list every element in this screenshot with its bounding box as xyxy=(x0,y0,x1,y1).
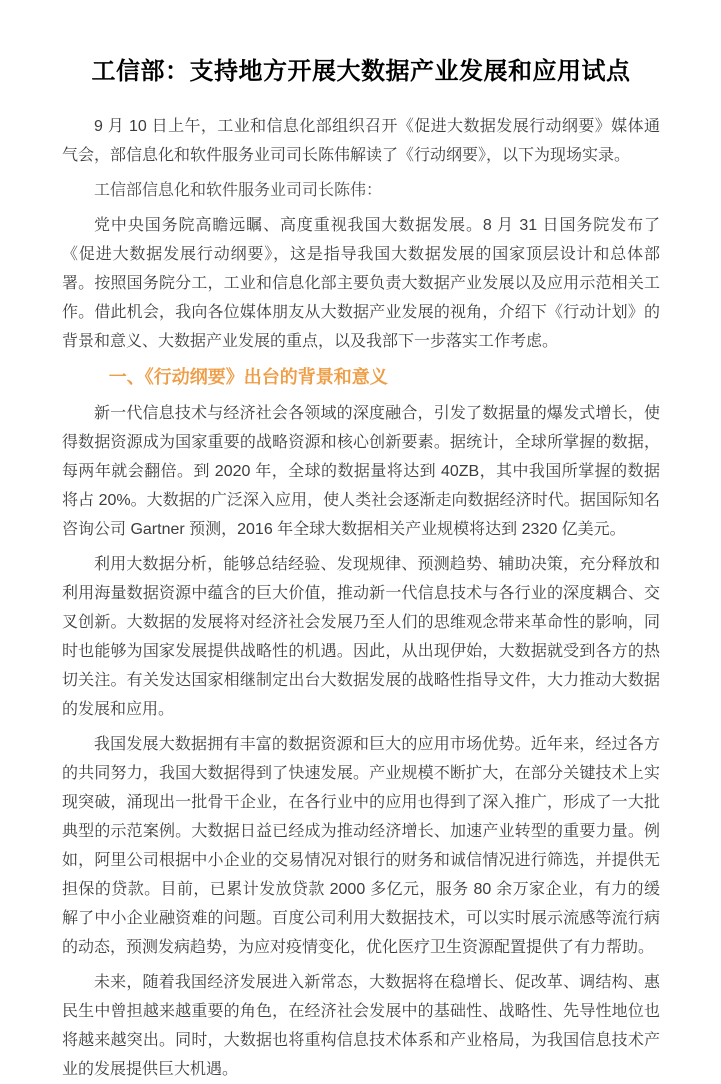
paragraph-lede: 9 月 10 日上午，工业和信息化部组织召开《促进大数据发展行动纲要》媒体通气会，部信息化和软件服务业司司长陈伟解读了《行动纲要》，以下为现场实录。 xyxy=(62,118,660,164)
speaker-label: 工信部信息化和软件服务业司司长陈伟： xyxy=(94,182,383,199)
paragraph-data-growth: 新一代信息技术与经济社会各领域的深度融合，引发了数据量的爆发式增长，使得数据资源成为国家重要的战略资源和核心创新要素。据统计，全球所掌握的数据，每两年就会翻倍。到 2020 年，全球的数据量将达到 40ZB，其中我国所掌握的数据将占 20%。大数据的广泛深入应用，使人类社会逐渐走向数据经济时代。据国际知名咨询公司 Gartner 预测，2016 年全球大数据相关产业规模将达到 2320 亿美元。 xyxy=(62,405,660,538)
paragraph-analysis-value: 利用大数据分析，能够总结经验、发现规律、预测趋势、辅助决策，充分释放和利用海量数据资源中蕴含的巨大价值，推动新一代信息技术与各行业的深度耦合、交叉创新。大数据的发展将对经济社会发展乃至人们的思维观念带来革命性的影响，同时也能够为国家发展提供战略性的机遇。因此，从出现伊始，大数据就受到各方的热切关注。有关发达国家相继制定出台大数据发展的战略性指导文件，大力推动大数据的发展和应用。 xyxy=(62,556,660,718)
paragraph-future-outlook: 未来，随着我国经济发展进入新常态，大数据将在稳增长、促改革、调结构、惠民生中曾担越来越重要的角色，在经济社会发展中的基础性、战略性、先导性地位也将越来越突出。同时，大数据也将重构信息技术体系和产业格局，为我国信息技术产业的发展提供巨大机遇。 xyxy=(62,974,660,1078)
paragraph-overview: 党中央国务院高瞻远瞩、高度重视我国大数据发展。8 月 31 日国务院发布了《促进大数据发展行动纲要》，这是指导我国大数据发展的国家顶层设计和总体部署。按照国务院分工，工业和信息化部主要负责大数据产业发展以及应用示范相关工作。借此机会，我向各位媒体朋友从大数据产业发展的视角，介绍下《行动计划》的背景和意义、大数据产业发展的重点，以及我部下一步落实工作考虑。 xyxy=(62,217,660,350)
paragraph-china-advantage: 我国发展大数据拥有丰富的数据资源和巨大的应用市场优势。近年来，经过各方的共同努力，我国大数据得到了快速发展。产业规模不断扩大，在部分关键技术上实现突破，涌现出一批骨干企业，在各行业中的应用也得到了深入推广，形成了一大批典型的示范案例。大数据日益已经成为推动经济增长、加速产业转型的重要力量。例如，阿里公司根据中小企业的交易情况对银行的财务和诚信情况进行筛选，并提供无担保的贷款。目前，已累计发放贷款 2000 多亿元，服务 80 余万家企业，有力的缓解了中小企业融资难的问题。百度公司利用大数据技术，可以实时展示流感等流行病的动态，预测发病趋势，为应对疫情变化，优化医疗卫生资源配置提供了有力帮助。 xyxy=(62,736,660,956)
section-heading-background-significance: 一、《行动纲要》出台的背景和意义 xyxy=(108,367,388,387)
document-title: 工信部：支持地方开展大数据产业发展和应用试点 xyxy=(91,59,631,85)
